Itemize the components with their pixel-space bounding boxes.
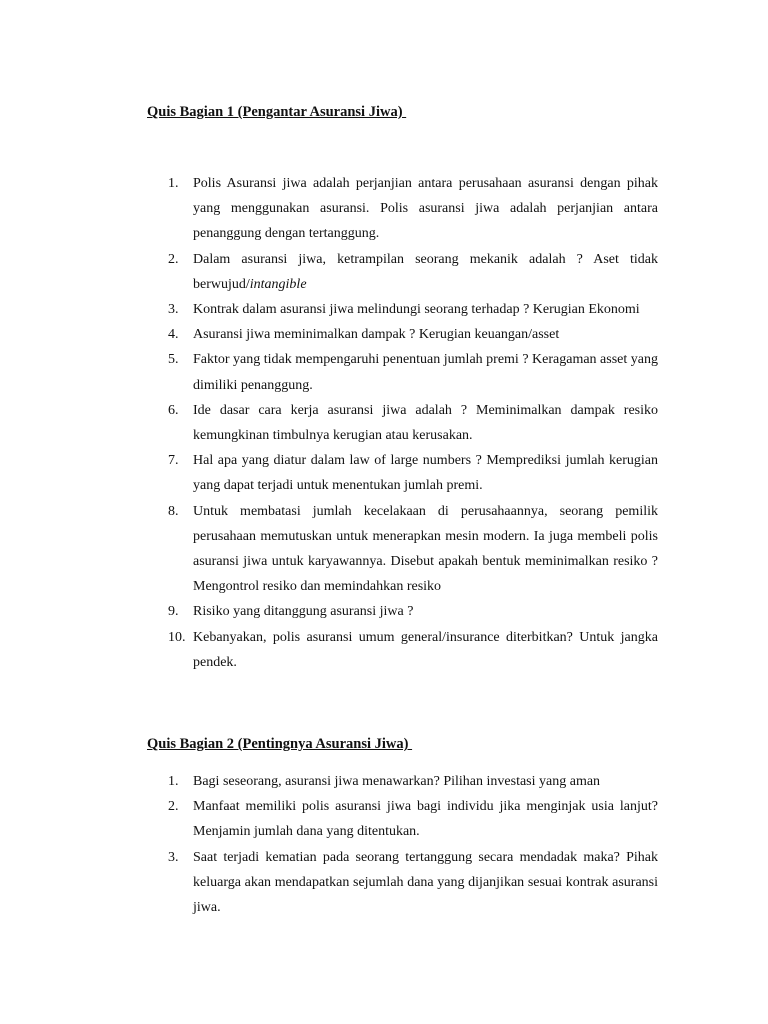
item-text-content: Manfaat memiliki polis asuransi jiwa bagi individu jika menginjak usia lanjut? Menjamin jumlah dana yang ditentukan. (193, 799, 658, 840)
item-text (193, 769, 658, 794)
item-text-content: Faktor yang tidak mempengaruhi penentuan jumlah premi ? Keragaman asset yang dimiliki penanggung. (193, 352, 658, 393)
list-item (0, 448, 768, 498)
list-item (0, 247, 768, 297)
list-item (0, 794, 768, 844)
list-item (0, 599, 768, 624)
item-text-content: Bagi seseorang, asuransi jiwa menawarkan? Pilihan investasi yang aman (193, 774, 601, 789)
item-text (193, 499, 658, 600)
item-italic-term: intangible (249, 276, 307, 292)
item-text (193, 599, 658, 624)
item-text (193, 171, 658, 247)
list-item (0, 297, 768, 322)
item-text (193, 845, 658, 921)
list-item (0, 171, 768, 247)
item-text-content: Kebanyakan, polis asuransi umum general/insurance diterbitkan? Untuk jangka pendek. (193, 629, 658, 670)
item-number: 7. (168, 453, 179, 469)
list-item (0, 845, 768, 921)
item-text-content: Ide dasar cara kerja asuransi jiwa adalah ? Meminimalkan dampak resiko kemungkinan timbulnya kerugian atau kerusakan. (193, 402, 658, 444)
item-text-content: Untuk membatasi jumlah kecelakaan di perusahaannya, seorang pemilik perusahaan memutuskan untuk menerapkan mesin modern. Ia juga membeli polis asuransi jiwa untuk karyawannya. Disebut apakah bentuk meminimalkan resiko ? Mengontrol resiko dan memindahkan resiko (193, 503, 658, 595)
item-number: 4. (168, 327, 179, 343)
list-item (0, 625, 768, 675)
section-2-title: Quis Bagian 2 (Pentingnya Asuransi Jiwa) (147, 736, 413, 752)
item-number: 1. (168, 774, 179, 789)
item-text-content: Risiko yang ditanggung asuransi jiwa ? (193, 604, 414, 620)
item-number: 9. (168, 604, 179, 620)
item-text (193, 448, 658, 498)
item-number: 5. (168, 352, 179, 368)
item-text-content: Dalam asuransi jiwa, ketrampilan seorang mekanik adalah ? Aset tidak berwujud/ (193, 251, 658, 292)
item-text-content: Asuransi jiwa meminimalkan dampak ? Kerugian keuangan/asset (193, 327, 560, 343)
list-item (0, 769, 768, 794)
section-1-title: Quis Bagian 1 (Pengantar Asuransi Jiwa) (147, 104, 407, 120)
item-number: 3. (168, 849, 179, 865)
item-number: 2. (168, 251, 179, 267)
item-text (193, 347, 658, 397)
item-text-content: Kontrak dalam asuransi jiwa melindungi seorang terhadap ? Kerugian Ekonomi (193, 302, 640, 318)
item-text (193, 794, 658, 844)
item-text (193, 625, 658, 675)
item-number: 1. (168, 176, 179, 191)
item-number: 10. (168, 629, 186, 645)
item-text (193, 322, 658, 347)
item-number: 2. (168, 799, 179, 815)
item-number: 3. (168, 302, 179, 318)
section-2-question-list (0, 769, 768, 920)
item-text (193, 247, 658, 297)
section-1-question-list (0, 171, 768, 675)
list-item (0, 398, 768, 448)
item-number: 6. (168, 402, 179, 418)
item-text (193, 297, 658, 322)
list-item (0, 499, 768, 600)
item-text-content: Polis Asuransi jiwa adalah perjanjian antara perusahaan asuransi dengan pihak yang menggunakan asuransi. Polis asuransi jiwa adalah perjanjian antara penanggung dengan tertanggung. (193, 176, 658, 242)
item-number: 8. (168, 503, 179, 519)
item-text (193, 398, 658, 448)
item-text-content: Saat terjadi kematian pada seorang tertanggung secara mendadak maka? Pihak keluarga akan mendapatkan sejumlah dana yang dijanjikan sesuai kontrak asuransi jiwa. (193, 849, 658, 916)
item-text-content: Hal apa yang diatur dalam law of large numbers ? Memprediksi jumlah kerugian yang dapat terjadi untuk menentukan jumlah premi. (193, 453, 658, 494)
list-item (0, 322, 768, 347)
list-item (0, 347, 768, 397)
